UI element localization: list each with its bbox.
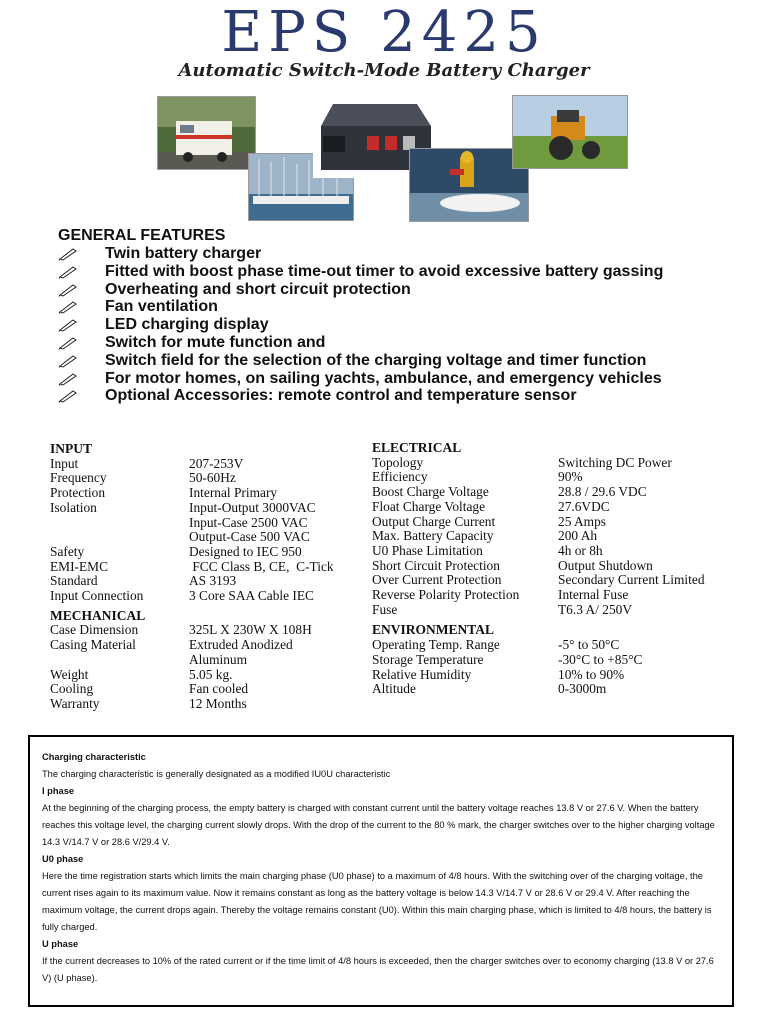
feature-text: Fitted with boost phase time-out timer to avoid excessive battery gassing xyxy=(105,262,664,280)
environmental-heading: ENVIRONMENTAL xyxy=(372,622,495,638)
electrical-heading: ELECTRICAL xyxy=(372,440,462,455)
spec-value: 3 Core SAA Cable IEC xyxy=(189,588,314,604)
feature-text: Switch field for the selection of the charging voltage and timer function xyxy=(105,351,647,369)
spec-key: Storage Temperature xyxy=(372,651,484,667)
spec-value: Extruded Anodized xyxy=(189,637,293,653)
spec-value: FCC Class B, CE, C-Tick xyxy=(189,558,334,574)
feature-text: For motor homes, on sailing yachts, ambulance, and emergency vehicles xyxy=(105,369,662,387)
spec-value: -30°C to +85°C xyxy=(558,651,643,667)
spec-row xyxy=(372,573,742,588)
features-heading: GENERAL FEATURES xyxy=(58,227,226,244)
spec-value: Output-Case 500 VAC xyxy=(189,529,310,545)
ambulance-photo xyxy=(157,96,256,170)
spec-row xyxy=(372,485,742,500)
pen-icon xyxy=(58,247,78,261)
spec-value: 325L X 230W X 108H xyxy=(189,622,312,638)
spec-row xyxy=(372,559,742,574)
spec-value: Input-Output 3000VAC xyxy=(189,499,316,515)
spec-value: 50-60Hz xyxy=(189,470,236,486)
spec-key: Case Dimension xyxy=(50,622,139,638)
spec-row xyxy=(372,653,742,668)
spec-value: Internal Primary xyxy=(189,485,278,501)
spec-value: Switching DC Power xyxy=(558,454,672,470)
features-list xyxy=(58,245,738,405)
spec-key: Input xyxy=(50,455,79,471)
spec-value: 28.8 / 29.6 VDC xyxy=(558,484,647,500)
charging-intro: The charging characteristic is generally designated as a modified IU0U characteristic xyxy=(42,769,391,779)
feature-item xyxy=(58,334,738,352)
spec-key: Topology xyxy=(372,454,424,470)
phase-title: I phase xyxy=(42,786,75,796)
charging-characteristic-box xyxy=(28,735,734,1007)
spec-value: Secondary Current Limited xyxy=(558,572,705,588)
spec-key: Fuse xyxy=(372,601,398,617)
spec-row xyxy=(50,697,350,712)
pen-icon xyxy=(58,283,78,297)
spec-value: 12 Months xyxy=(189,695,247,711)
spec-row xyxy=(50,501,350,516)
mechanical-heading: MECHANICAL xyxy=(50,607,146,623)
spec-key: Relative Humidity xyxy=(372,666,472,682)
spec-value: 90% xyxy=(558,469,583,485)
spec-key xyxy=(50,516,189,531)
spec-row xyxy=(50,653,350,668)
spec-key: Weight xyxy=(50,666,89,682)
spec-row xyxy=(372,456,742,471)
pen-icon xyxy=(58,336,78,350)
tractor-photo xyxy=(512,95,628,169)
phase-title: U0 phase xyxy=(42,854,84,864)
spec-row xyxy=(372,638,742,653)
spec-key: Boost Charge Voltage xyxy=(372,484,489,500)
spec-value: 10% to 90% xyxy=(558,666,625,682)
feature-item xyxy=(58,281,738,299)
spec-key: Warranty xyxy=(50,695,100,711)
pen-icon xyxy=(58,318,78,332)
pen-icon xyxy=(58,265,78,279)
phase-title: U phase xyxy=(42,939,79,949)
feature-item xyxy=(58,298,738,316)
feature-item xyxy=(58,316,738,334)
feature-item xyxy=(58,245,738,263)
spec-row xyxy=(372,588,742,603)
spec-key: Standard xyxy=(50,573,98,589)
feature-text: Switch for mute function and xyxy=(105,333,326,351)
spec-key: Max. Battery Capacity xyxy=(372,528,494,544)
feature-item xyxy=(58,370,738,388)
input-heading: INPUT xyxy=(50,441,93,456)
product-subtitle: Automatic Switch-Mode Battery Charger xyxy=(178,60,590,81)
feature-text: Optional Accessories: remote control and temperature sensor xyxy=(105,387,577,405)
feature-item xyxy=(58,352,738,370)
phase-text: If the current decreases to 10% of the rated current or if the time limit of 4/8 hours is exceeded, then the charger switches over to economy charging (13.8 V or 27.6 V) (U phase). xyxy=(42,956,714,983)
spec-value: 5.05 kg. xyxy=(189,666,233,682)
feature-text: Twin battery charger xyxy=(105,245,262,262)
spec-row xyxy=(50,623,350,638)
spec-row xyxy=(50,471,350,486)
feature-item xyxy=(58,387,738,405)
spec-key: Short Circuit Protection xyxy=(372,557,500,573)
spec-key: EMI-EMC xyxy=(50,558,109,574)
spec-key: Input Connection xyxy=(50,588,144,604)
spec-row xyxy=(372,603,742,618)
spec-value: Fan cooled xyxy=(189,681,249,697)
spec-value: Internal Fuse xyxy=(558,587,629,603)
spec-key: Reverse Polarity Protection xyxy=(372,587,520,603)
pen-icon xyxy=(58,389,78,403)
spec-value: 0-3000m xyxy=(558,681,607,697)
spec-value: Input-Case 2500 VAC xyxy=(189,514,308,530)
spec-value: Output Shutdown xyxy=(558,557,653,573)
spec-key: Cooling xyxy=(50,681,94,697)
spec-value: 25 Amps xyxy=(558,513,606,529)
feature-text: Overheating and short circuit protection xyxy=(105,280,411,298)
spec-row xyxy=(50,682,350,697)
spec-row xyxy=(372,668,742,683)
spec-key: Efficiency xyxy=(372,469,428,485)
phase-text: At the beginning of the charging process, the empty battery is charged with constant current until the battery voltage reaches 13.8 V or 27.6 V. When the battery reaches this voltage level, the charging current slowly drops. With the drop of the current to the 80 % mark, the charger switches over to the higher charging voltage 14.3 V/14.7 V or 28.6 V/29.4 V. xyxy=(42,803,715,847)
spec-value: Aluminum xyxy=(189,651,248,667)
jetski-photo xyxy=(409,148,529,222)
spec-key: U0 Phase Limitation xyxy=(372,542,483,558)
spec-row xyxy=(372,529,742,544)
spec-key xyxy=(50,530,189,545)
spec-value: 4h or 8h xyxy=(558,542,603,558)
spec-row xyxy=(50,516,350,531)
feature-item xyxy=(58,263,738,281)
spec-row xyxy=(50,486,350,501)
spec-row xyxy=(372,682,742,697)
spec-key: Altitude xyxy=(372,681,416,697)
spec-key: Frequency xyxy=(50,470,107,486)
spec-row xyxy=(50,560,350,575)
spec-key: Protection xyxy=(50,485,106,501)
spec-key xyxy=(50,653,189,668)
pen-icon xyxy=(58,372,78,386)
feature-text: LED charging display xyxy=(105,316,269,334)
spec-key: Over Current Protection xyxy=(372,572,502,588)
spec-key: Operating Temp. Range xyxy=(372,637,500,653)
spec-column-left xyxy=(50,442,350,712)
pen-icon xyxy=(58,354,78,368)
spec-key: Isolation xyxy=(50,499,97,515)
spec-key: Casing Material xyxy=(50,637,136,653)
spec-row xyxy=(50,574,350,589)
spec-row xyxy=(372,500,742,515)
spec-row xyxy=(372,515,742,530)
spec-row xyxy=(50,589,350,604)
spec-value: 207-253V xyxy=(189,455,244,471)
spec-value: Designed to IEC 950 xyxy=(189,543,302,559)
charging-heading: Charging characteristic xyxy=(42,752,146,762)
phase-text: Here the time registration starts which limits the main charging phase (U0 phase) to a maximum of 4/8 hours. With the switching over of the charging voltage, the current rises again to its maximum value. Now it remains constant as long as the battery voltage is below 14.3 V/14.7 V or 28.6 V or 29.4 V. After reaching the maximum voltage, the current drops again. Thereby the voltage remains constant (U0). Within this main charging phase, which is limited to 4/8 hours, the battery is fully charged. xyxy=(42,871,712,932)
feature-text: Fan ventilation xyxy=(105,298,218,316)
pen-icon xyxy=(58,300,78,314)
spec-value: 27.6VDC xyxy=(558,498,610,514)
spec-value: T6.3 A/ 250V xyxy=(558,601,633,617)
general-features xyxy=(58,227,738,405)
spec-value: AS 3193 xyxy=(189,573,237,589)
spec-column-right xyxy=(372,441,742,697)
spec-row xyxy=(50,530,350,545)
spec-key: Safety xyxy=(50,543,85,559)
spec-value: -5° to 50°C xyxy=(558,637,620,653)
spec-row xyxy=(372,544,742,559)
product-title: EPS 2425 xyxy=(221,0,547,65)
spec-row xyxy=(50,457,350,472)
spec-row xyxy=(50,668,350,683)
spec-key: Float Charge Voltage xyxy=(372,498,486,514)
spec-value: 200 Ah xyxy=(558,528,598,544)
spec-row xyxy=(50,545,350,560)
spec-row xyxy=(372,470,742,485)
spec-row xyxy=(50,638,350,653)
spec-key: Output Charge Current xyxy=(372,513,496,529)
